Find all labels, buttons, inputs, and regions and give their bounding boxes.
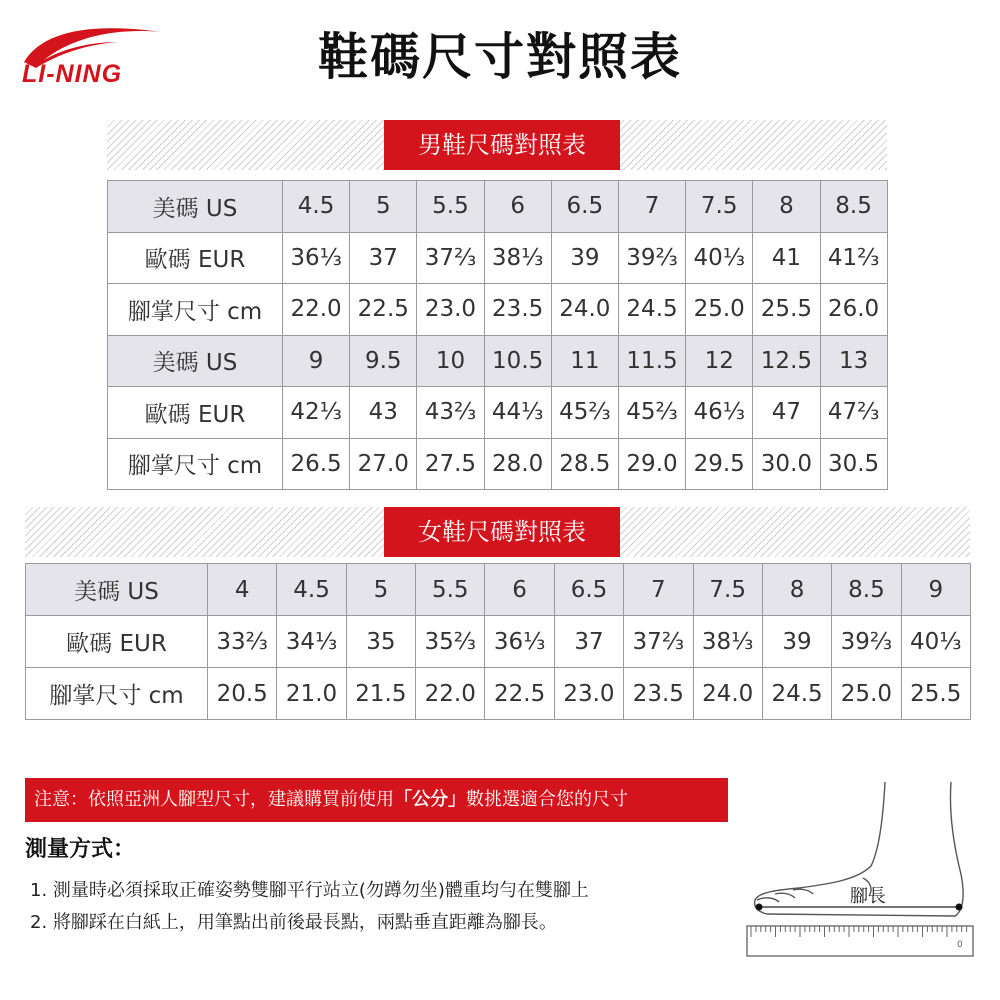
women-cell: 34⅓ <box>277 616 346 668</box>
men-cell: 28.5 <box>551 438 618 490</box>
men-cell: 24.0 <box>551 284 618 336</box>
women-row-label: 腳掌尺寸 cm <box>26 668 208 720</box>
men-cell: 4.5 <box>283 181 350 233</box>
women-us-row <box>26 564 971 616</box>
note-suffix: 數挑選適合您的尺寸 <box>466 789 628 810</box>
men-cell: 5.5 <box>417 181 484 233</box>
women-cell: 22.0 <box>416 668 485 720</box>
women-eur-row <box>26 616 971 668</box>
men-cell: 27.5 <box>417 438 484 490</box>
foot-measurement-diagram <box>745 770 975 990</box>
men-cell: 9 <box>283 335 350 387</box>
men-cell: 5 <box>350 181 417 233</box>
ruler-icon <box>747 926 973 956</box>
women-cm-row <box>26 668 971 720</box>
women-cell: 35 <box>346 616 415 668</box>
women-cell: 4 <box>208 564 277 616</box>
ruler-zero-label: 0 <box>957 940 963 950</box>
men-cell: 30.5 <box>820 438 887 490</box>
men-cell: 8.5 <box>820 181 887 233</box>
men-cell: 29.0 <box>618 438 685 490</box>
men-cell: 30.0 <box>753 438 820 490</box>
men-cell: 23.0 <box>417 284 484 336</box>
men-cell: 10.5 <box>484 335 551 387</box>
men-cell: 37 <box>350 232 417 284</box>
men-cell: 22.0 <box>283 284 350 336</box>
women-cell: 7.5 <box>693 564 762 616</box>
men-cm-row <box>108 438 888 490</box>
men-cell: 46⅓ <box>686 387 753 439</box>
men-eur-row <box>108 232 888 284</box>
women-row-label: 美碼 US <box>26 564 208 616</box>
men-us-row <box>108 335 888 387</box>
men-cell: 39 <box>551 232 618 284</box>
women-cell: 38⅓ <box>693 616 762 668</box>
women-cell: 21.5 <box>346 668 415 720</box>
men-cell: 47 <box>753 387 820 439</box>
women-cell: 37⅔ <box>624 616 693 668</box>
men-cell: 41⅔ <box>820 232 887 284</box>
women-cell: 39 <box>762 616 831 668</box>
women-cell: 40⅓ <box>901 616 970 668</box>
men-cell: 28.0 <box>484 438 551 490</box>
women-size-table <box>25 563 971 720</box>
men-row-label: 歐碼 EUR <box>108 387 283 439</box>
men-cell: 36⅓ <box>283 232 350 284</box>
men-row-label: 腳掌尺寸 cm <box>108 438 283 490</box>
men-eur-row <box>108 387 888 439</box>
women-cell: 36⅓ <box>485 616 554 668</box>
men-cell: 11.5 <box>618 335 685 387</box>
men-cell: 7.5 <box>686 181 753 233</box>
men-cell: 38⅓ <box>484 232 551 284</box>
men-cell: 43⅔ <box>417 387 484 439</box>
men-cell: 26.0 <box>820 284 887 336</box>
men-cell: 11 <box>551 335 618 387</box>
toe-point-icon <box>756 904 763 911</box>
men-cell: 45⅔ <box>618 387 685 439</box>
men-row-label: 腳掌尺寸 cm <box>108 284 283 336</box>
women-cell: 23.5 <box>624 668 693 720</box>
men-cell: 37⅔ <box>417 232 484 284</box>
method-title: 測量方式： <box>25 837 136 862</box>
men-row-label: 美碼 US <box>108 335 283 387</box>
men-cell: 47⅔ <box>820 387 887 439</box>
men-cell: 40⅓ <box>686 232 753 284</box>
men-cell: 13 <box>820 335 887 387</box>
women-row-label: 歐碼 EUR <box>26 616 208 668</box>
men-cell: 22.5 <box>350 284 417 336</box>
men-cell: 23.5 <box>484 284 551 336</box>
women-cell: 39⅔ <box>832 616 901 668</box>
note-prefix: 注意：依照亞洲人腳型尺寸，建議購買前使用 <box>34 789 394 810</box>
women-cell: 5.5 <box>416 564 485 616</box>
women-cell: 33⅔ <box>208 616 277 668</box>
men-cell: 29.5 <box>686 438 753 490</box>
women-section-label: 女鞋尺碼對照表 <box>384 507 620 557</box>
men-cm-row <box>108 284 888 336</box>
page-title: 鞋碼尺寸對照表 <box>318 28 682 86</box>
women-cell: 8 <box>762 564 831 616</box>
men-cell: 45⅔ <box>551 387 618 439</box>
note-highlight: 「公分」 <box>394 789 466 810</box>
women-cell: 4.5 <box>277 564 346 616</box>
men-cell: 6 <box>484 181 551 233</box>
men-cell: 44⅓ <box>484 387 551 439</box>
women-cell: 5 <box>346 564 415 616</box>
men-cell: 39⅔ <box>618 232 685 284</box>
men-section-label: 男鞋尺碼對照表 <box>384 120 620 170</box>
women-cell: 8.5 <box>832 564 901 616</box>
men-cell: 8 <box>753 181 820 233</box>
men-us-row <box>108 181 888 233</box>
men-cell: 25.5 <box>753 284 820 336</box>
heel-point-icon <box>956 904 963 911</box>
women-cell: 37 <box>554 616 623 668</box>
men-cell: 41 <box>753 232 820 284</box>
women-cell: 21.0 <box>277 668 346 720</box>
men-cell: 10 <box>417 335 484 387</box>
women-cell: 24.0 <box>693 668 762 720</box>
foot-length-label: 腳長 <box>850 886 886 907</box>
women-cell: 6.5 <box>554 564 623 616</box>
men-cell: 6.5 <box>551 181 618 233</box>
women-cell: 9 <box>901 564 970 616</box>
men-row-label: 美碼 US <box>108 181 283 233</box>
men-cell: 43 <box>350 387 417 439</box>
logo-text: LI-NING <box>22 60 123 88</box>
method-step-1: 1. 測量時必須採取正確姿勢雙腳平行站立(勿蹲勿坐)體重均勻在雙腳上 <box>30 880 589 901</box>
women-cell: 7 <box>624 564 693 616</box>
men-cell: 24.5 <box>618 284 685 336</box>
note-bar <box>25 778 728 822</box>
men-size-table <box>107 180 888 490</box>
method-step-2: 2. 將腳踩在白紙上，用筆點出前後最長點，兩點垂直距離為腳長。 <box>30 912 557 933</box>
men-cell: 12 <box>686 335 753 387</box>
men-cell: 7 <box>618 181 685 233</box>
men-cell: 25.0 <box>686 284 753 336</box>
men-cell: 9.5 <box>350 335 417 387</box>
women-cell: 35⅔ <box>416 616 485 668</box>
women-cell: 23.0 <box>554 668 623 720</box>
women-cell: 25.5 <box>901 668 970 720</box>
men-row-label: 歐碼 EUR <box>108 232 283 284</box>
women-cell: 25.0 <box>832 668 901 720</box>
women-cell: 24.5 <box>762 668 831 720</box>
men-cell: 27.0 <box>350 438 417 490</box>
women-cell: 6 <box>485 564 554 616</box>
women-cell: 20.5 <box>208 668 277 720</box>
men-cell: 42⅓ <box>283 387 350 439</box>
women-cell: 22.5 <box>485 668 554 720</box>
men-cell: 12.5 <box>753 335 820 387</box>
men-cell: 26.5 <box>283 438 350 490</box>
